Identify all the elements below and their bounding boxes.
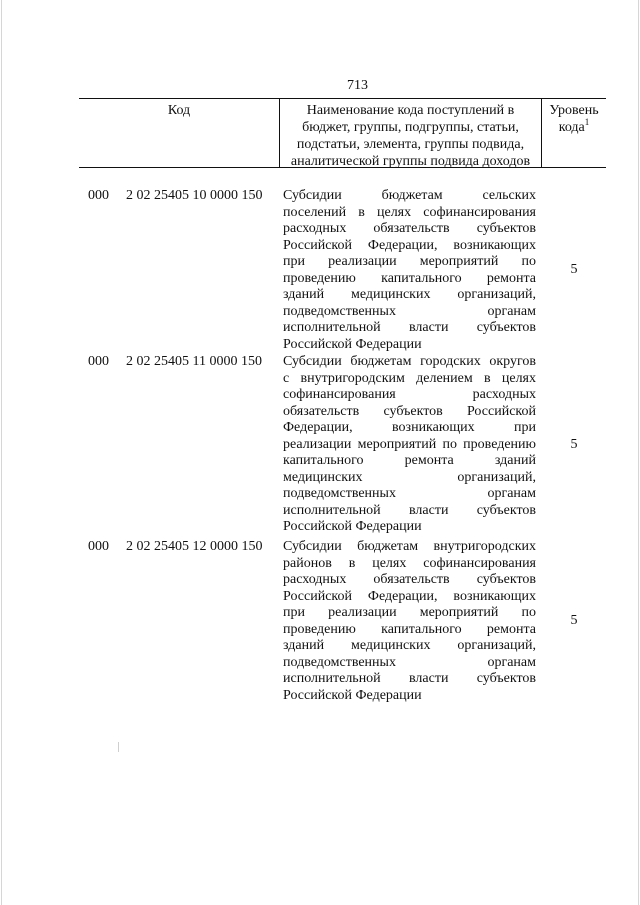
- row-name-line: при реализации мероприятий по: [283, 254, 536, 269]
- header-level-word: кода: [558, 120, 585, 135]
- header-code: Код: [167, 103, 191, 118]
- row-name-line: расходных обязательств субъектов: [283, 572, 536, 587]
- row-prefix: 000: [88, 354, 109, 369]
- row-name-line: Российской Федерации: [283, 687, 422, 703]
- header-level: [542, 102, 606, 136]
- row-name-line: подведомственных органам: [283, 654, 536, 670]
- row-name-line: Российской Федерации, возникающих: [283, 588, 536, 604]
- row-name-line: проведению капитального ремонта: [283, 270, 536, 286]
- row-name-line: медицинских организаций,: [283, 469, 536, 485]
- header-level-line: [542, 119, 606, 136]
- row-name-line: Российской Федерации, возникающих: [283, 237, 536, 253]
- row-prefix: 000: [88, 188, 109, 203]
- table-header: [79, 98, 606, 168]
- row-name-line: Российской Федерации: [283, 336, 422, 352]
- row-name-line: реализации мероприятий по проведению: [283, 436, 536, 452]
- header-name: [280, 102, 541, 170]
- row-name-line: с внутригородским делением в целях: [283, 370, 536, 386]
- row-name-line: Субсидии бюджетам внутригородских: [283, 539, 536, 554]
- row-name-line: обязательств субъектов Российской: [283, 403, 536, 419]
- page-edge-right: [638, 0, 639, 905]
- row-name-line: Российской Федерации: [283, 519, 422, 534]
- row-code: 2 02 25405 11 0000 150: [126, 354, 262, 369]
- row-level: 5: [570, 613, 578, 628]
- row-name-line: зданий медицинских организаций,: [283, 287, 536, 302]
- row-name-line: при реализации мероприятий по: [283, 605, 536, 620]
- row-code: 2 02 25405 10 0000 150: [126, 188, 263, 203]
- row-name-line: капитального ремонта зданий: [283, 453, 536, 468]
- row-name-line: районов в целях софинансирования: [283, 555, 536, 571]
- page-number: 713: [347, 78, 368, 93]
- row-name-line: проведению капитального ремонта: [283, 621, 536, 637]
- row-name-line: Субсидии бюджетам городских округов: [283, 354, 536, 369]
- row-name-line: исполнительной власти субъектов: [283, 320, 536, 335]
- row-name: [283, 354, 536, 536]
- row-name-line: расходных обязательств субъектов: [283, 221, 536, 236]
- row-name-line: подведомственных органам: [283, 486, 536, 501]
- row-name-line: софинансирования расходных: [283, 387, 536, 402]
- row-name-line: поселений в целях софинансирования: [283, 204, 536, 220]
- row-name-line: зданий медицинских организаций,: [283, 638, 536, 653]
- row-name: [283, 539, 536, 704]
- row-name: [283, 188, 536, 353]
- row-code: 2 02 25405 12 0000 150: [126, 539, 263, 554]
- header-name-line: бюджет, группы, подгруппы, статьи,: [302, 120, 519, 135]
- row-level: 5: [570, 262, 578, 277]
- header-name-line: подстатьи, элемента, группы подвида,: [296, 137, 525, 152]
- header-name-line: Наименование кода поступлений в: [306, 103, 515, 118]
- scan-mark: [118, 742, 119, 752]
- row-prefix: 000: [88, 539, 109, 554]
- page-edge-left: [1, 0, 2, 905]
- header-name-line: аналитической группы подвида доходов: [290, 154, 531, 169]
- row-name-line: исполнительной власти субъектов: [283, 502, 536, 518]
- row-level: 5: [570, 437, 578, 452]
- row-name-line: подведомственных органам: [283, 303, 536, 319]
- row-name-line: исполнительной власти субъектов: [283, 671, 536, 686]
- header-level-footnote: 1: [584, 117, 590, 127]
- row-name-line: Субсидии бюджетам сельских: [283, 188, 536, 203]
- row-name-line: Федерации, возникающих при: [283, 420, 536, 435]
- header-level-line: Уровень: [549, 103, 599, 118]
